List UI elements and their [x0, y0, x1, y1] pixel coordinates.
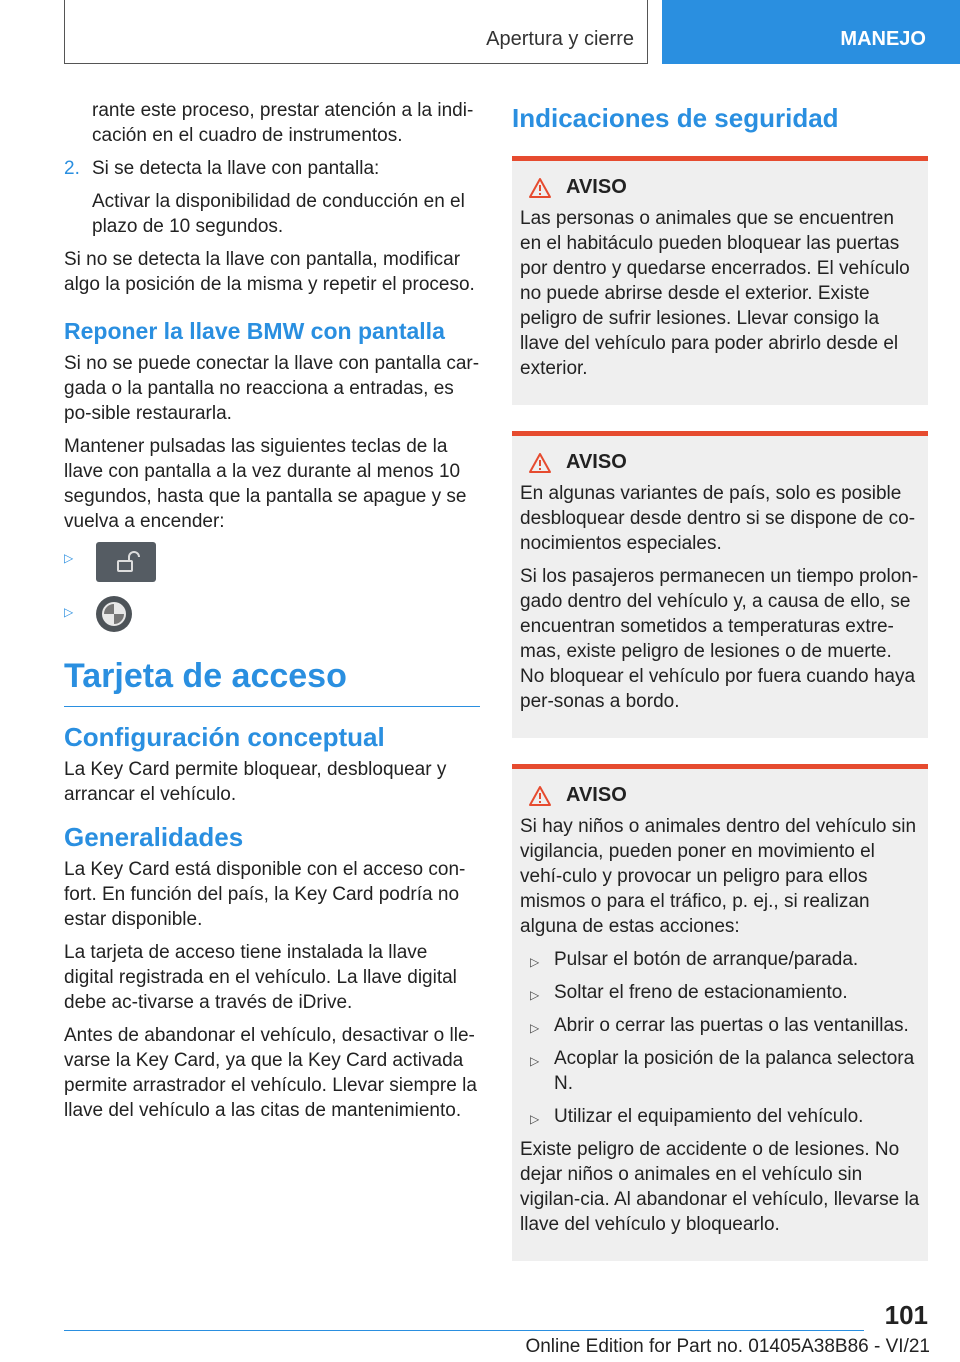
paragraph: Antes de abandonar el vehículo, desactivar o lle-varse la Key Card, ya que la Key Card activada permite arrastrador el vehículo. Llevar siempre la llave del vehículo a las citas de mantenimiento.	[64, 1025, 477, 1121]
paragraph: Si no se puede conectar la llave con pantalla car-gada o la pantalla no reacciona a entradas, es po-sible restaurarla.	[64, 353, 480, 424]
warning-label: AVISO	[566, 451, 627, 473]
config-heading: Configuración conceptual	[64, 722, 385, 752]
list-item	[520, 1013, 920, 1038]
bmw-logo-icon	[102, 602, 126, 626]
bullet-triangle-icon: ▷	[530, 1021, 540, 1035]
bullet-triangle-icon: ▷	[530, 955, 540, 969]
warning-triangle-icon	[528, 452, 552, 474]
paragraph: La tarjeta de acceso tiene instalada la llave digital registrada en el vehículo. La llave digital debe ac-tivarse a través de iDrive.	[64, 942, 457, 1013]
list-item	[64, 542, 480, 582]
warning-text: Si hay niños o animales dentro del vehículo sin vigilancia, pueden poner en movimiento el vehí-culo y provocar un peligro para ellos mismos o para el tráfico, p. ej., si realizan alguna de estas acciones:	[520, 816, 917, 937]
warning-box	[512, 764, 928, 1261]
safety-heading: Indicaciones de seguridad	[512, 103, 839, 133]
warning-box	[512, 156, 928, 405]
list-item	[64, 596, 480, 632]
unlock-button-icon	[96, 542, 156, 582]
left-column	[64, 98, 480, 1131]
warning-text: Existe peligro de accidente o de lesiones. No dejar niños o animales en el vehículo sin vigilan-cia. Al abandonar el vehículo, llevarse la llave del vehículo y bloquearlo.	[520, 1139, 920, 1235]
warning-triangle-icon	[528, 177, 552, 199]
list-item-text: Acoplar la posición de la palanca selectora N.	[554, 1048, 915, 1094]
paragraph: La Key Card permite bloquear, desbloquear y arrancar el vehículo.	[64, 759, 447, 805]
list-item-text: Pulsar el botón de arranque/parada.	[554, 949, 859, 970]
warning-title	[520, 175, 920, 200]
generalidades-heading: Generalidades	[64, 822, 244, 852]
warning-label: AVISO	[566, 176, 627, 198]
step-text: Si se detecta la llave con pantalla:	[92, 158, 380, 179]
footer-edition: Online Edition for Part no. 01405A38B86 - VI/21	[525, 1336, 930, 1357]
warning-title	[520, 783, 920, 808]
bullet-triangle-icon: ▷	[530, 988, 540, 1002]
footer-divider	[64, 1330, 864, 1331]
list-item	[520, 980, 920, 1005]
bullet-triangle-icon: ▷	[64, 605, 74, 619]
header-tab-label: MANEJO	[840, 28, 926, 50]
bullet-triangle-icon: ▷	[530, 1112, 540, 1126]
list-item-text: Soltar el freno de estacionamiento.	[554, 982, 848, 1003]
warning-text: Las personas o animales que se encuentren en el habitáculo pueden bloquear las puertas por dentro y quedarse encerrados. El vehículo no puede abrirse desde el exterior. Existe peligro de sufrir lesiones. Llevar consigo la llave del vehículo para poder abrirlo desde el exterior.	[520, 208, 910, 379]
continuation-text: rante este proceso, prestar atención a la indi-cación en el cuadro de instrumentos.	[92, 100, 474, 146]
list-item-text: Utilizar el equipamiento del vehículo.	[554, 1106, 864, 1127]
list-item	[520, 947, 920, 972]
reset-key-heading: Reponer la llave BMW con pantalla	[64, 318, 445, 344]
warning-title	[520, 450, 920, 475]
paragraph: Mantener pulsadas las siguientes teclas de la llave con pantalla a la vez durante al menos 10 segundos, hasta que la pantalla se apague y se vuelva a encender:	[64, 436, 467, 532]
step-number: 2.	[64, 158, 80, 179]
warning-text: En algunas variantes de país, solo es posible desbloquear desde dentro si se dispone de co-nocimientos especiales.	[520, 483, 916, 554]
warning-label: AVISO	[566, 784, 627, 806]
list-item-text: Abrir o cerrar las puertas o las ventanillas.	[554, 1015, 909, 1036]
list-item	[520, 1104, 920, 1129]
tarjeta-heading: Tarjeta de acceso	[64, 656, 480, 707]
warning-text: Si los pasajeros permanecen un tiempo prolon-gado dentro del vehículo y, a causa de ello, se encuentran sometidos a temperaturas extre-mas, existe peligro de lesiones o de muerte. No bloquear el vehículo por fuera cuando haya per-sonas a bordo.	[520, 566, 919, 712]
bullet-triangle-icon: ▷	[530, 1054, 540, 1068]
step-2	[64, 156, 480, 181]
list-item	[520, 1046, 920, 1096]
action-list	[520, 947, 920, 1129]
bullet-triangle-icon: ▷	[64, 551, 74, 565]
right-column	[512, 98, 928, 1275]
paragraph: Si no se detecta la llave con pantalla, modificar algo la posición de la misma y repetir el proceso.	[64, 249, 475, 295]
paragraph: La Key Card está disponible con el acceso con-fort. En función del país, la Key Card podría no estar disponible.	[64, 859, 466, 930]
bmw-logo-button-icon	[96, 596, 132, 632]
page-number: 101	[884, 1300, 928, 1330]
header-tab-manejo[interactable]	[662, 0, 960, 64]
warning-triangle-icon	[528, 785, 552, 807]
step-2-sub: Activar la disponibilidad de conducción en el plazo de 10 segundos.	[92, 191, 465, 237]
warning-box	[512, 431, 928, 738]
header-section-title: Apertura y cierre	[486, 28, 634, 50]
